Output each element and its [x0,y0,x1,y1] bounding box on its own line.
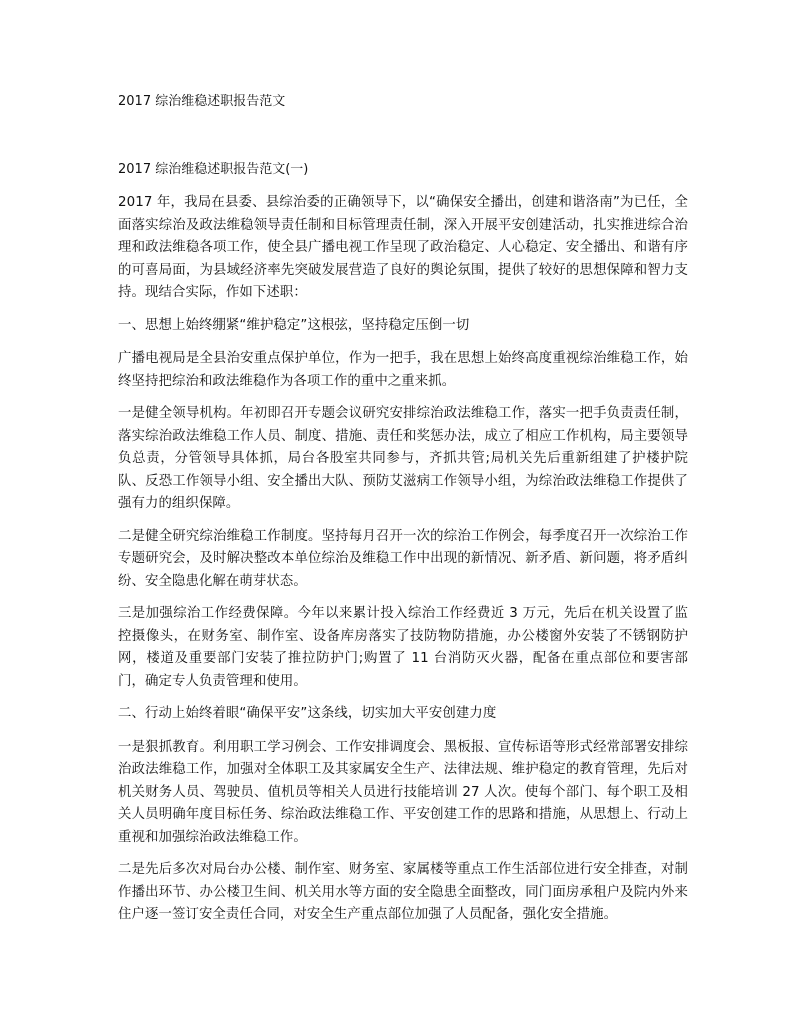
document-title: 2017 综治维稳述职报告范文 [118,94,286,109]
section-heading-1: 一、思想上始终绷紧“维护稳定”这根弦，坚持稳定压倒一切 [118,317,470,333]
body-paragraph: 二是先后多次对局台办公楼、制作室、财务室、家属楼等重点工作生活部位进行安全排查，对制作播出环节、办公楼卫生间、机关用水等方面的安全隐患全面整改，同门面房承租户及院内外来住户逐一签订安全责任合同，对安全生产重点部位加强了人员配备，强化安全措施。 [118,862,688,922]
body-paragraph: 二是健全研究综治维稳工作制度。坚持每月召开一次的综治工作例会，每季度召开一次综治工作专题研究会，及时解决整改本单位综治及维稳工作中出现的新情况、新矛盾、新问题，将矛盾纠纷、安全隐患化解在萌芽状态。 [118,528,688,589]
body-paragraph: 广播电视局是全县治安重点保护单位，作为一把手，我在思想上始终高度重视综治维稳工作，始终坚持把综治和政法维稳作为各项工作的重中之重来抓。 [118,351,688,389]
body-paragraph: 一是健全领导机构。年初即召开专题会议研究安排综治政法维稳工作，落实一把手负责责任制，落实综治政法维稳工作人员、制度、措施、责任和奖惩办法，成立了相应工作机构，局主要领导负总责，分管领导具体抓，局台各股室共同参与，齐抓共管;局机关先后重新组建了护楼护院队、反恐工作领导小组、安全播出大队、预防艾滋病工作领导小组，为综治政法维稳工作提供了强有力的组织保障。 [118,406,688,511]
section-heading-2: 二、行动上始终着眼“确保平安”这条线，切实加大平安创建力度 [118,706,497,721]
document-subtitle: 2017 综治维稳述职报告范文(一) [118,162,309,177]
body-paragraph: 三是加强综治工作经费保障。今年以来累计投入综治工作经费近 3 万元，先后在机关设置了监控摄像头，在财务室、制作室、设备库房落实了技防物防措施，办公楼窗外安装了不锈钢防护网，楼道及重要部门安装了推拉防护门;购置了 11 台消防灭火器，配备在重点部位和要害部门，确定专人负责管理和使用。 [118,606,688,689]
document-body [118,192,688,937]
intro-paragraph: 2017 年，我局在县委、县综治委的正确领导下，以“确保安全播出，创建和谐洛南”为已任，全面落实综治及政法维稳领导责任制和目标管理责任制，深入开展平安创建活动，扎实推进综合治理和政法维稳各项工作，使全县广播电视工作呈现了政治稳定、人心稳定、安全播出、和谐有序的可喜局面，为县域经济率先突破发展营造了良好的舆论氛围，提供了较好的思想保障和智力支持。现结合实际，作如下述职： [118,195,688,300]
body-paragraph: 一是狠抓教育。利用职工学习例会、工作安排调度会、黑板报、宣传标语等形式经常部署安排综治政法维稳工作，加强对全体职工及其家属安全生产、法律法规、维护稳定的教育管理，先后对机关财务人员、驾驶员、值机员等相关人员进行技能培训 27 人次。使每个部门、每个职工及相关人员明确年度目标任务、综治政法维稳工作、平安创建工作的思路和措施，从思想上、行动上重视和加强综治政法维稳工作。 [118,739,688,845]
